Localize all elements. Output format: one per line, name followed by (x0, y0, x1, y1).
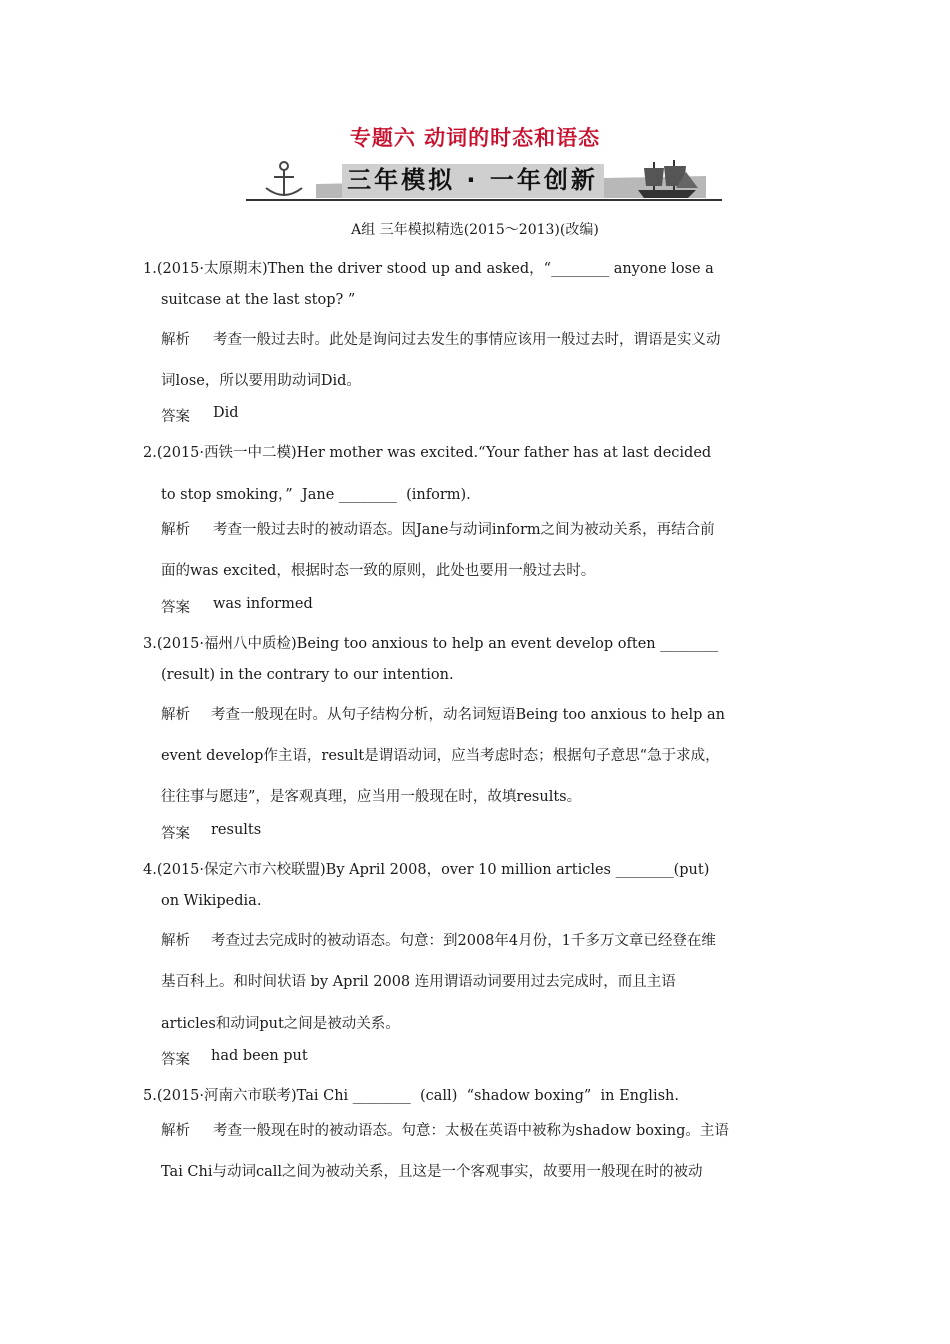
question-1-line-1: 1.(2015·太原期末)Then the driver stood up and asked，“________ anyone lose a (143, 261, 714, 277)
analysis-label: 解析 (161, 332, 190, 348)
question-1-line-2: suitcase at the last stop? ” (161, 292, 356, 308)
answer-label: 答案 (161, 826, 190, 842)
analysis-2-line-1: 考查一般过去时的被动语态。因Jane与动词inform之间为被动关系，再结合前 (213, 522, 715, 538)
analysis-4-line-3: articles和动词put之间是被动关系。 (161, 1016, 400, 1032)
analysis-3-line-3: 往往事与愿违”，是客观真理，应当用一般现在时，故填results。 (161, 789, 582, 805)
analysis-1-line-1: 考查一般过去时。此处是询问过去发生的事情应该用一般过去时，谓语是实义动 (213, 332, 721, 348)
analysis-label: 解析 (161, 707, 190, 723)
sailing-ship-icon (638, 160, 698, 198)
answer-label: 答案 (161, 600, 190, 616)
analysis-3-line-2: event develop作主语，result是谓语动词，应当考虑时态；根据句子意思“急于求成， (161, 748, 720, 764)
answer-2: was informed (213, 596, 313, 612)
analysis-5-line-1: 考查一般现在时的被动语态。句意：太极在英语中被称为shadow boxing。主语 (213, 1123, 729, 1139)
question-5-line-1: 5.(2015·河南六市联考)Tai Chi ________ (call) “shadow boxing” in English. (143, 1088, 679, 1104)
group-heading: A组 三年模拟精选(2015～2013)(改编) (351, 222, 599, 238)
question-2-line-2: to stop smoking，” Jane ________ (inform). (161, 487, 471, 503)
banner-text: 三年模拟 · 一年创新 (347, 166, 598, 194)
question-2-line-1: 2.(2015·西铁一中二模)Her mother was excited.“Your father has at last decided (143, 445, 712, 461)
answer-1: Did (213, 405, 239, 421)
analysis-label: 解析 (161, 1123, 190, 1139)
anchor-icon (266, 162, 302, 196)
analysis-3-line-1: 考查一般现在时。从句子结构分析，动名词短语Being too anxious to help an (211, 707, 726, 723)
page-title: 专题六 动词的时态和语态 (349, 126, 601, 150)
answer-4: had been put (211, 1048, 308, 1064)
analysis-label: 解析 (161, 933, 190, 949)
question-3-line-1: 3.(2015·福州八中质检)Being too anxious to help an event develop often ________ (143, 636, 719, 652)
analysis-2-line-2: 面的was excited，根据时态一致的原则，此处也要用一般过去时。 (161, 563, 596, 579)
answer-3: results (211, 822, 262, 838)
analysis-5-line-2: Tai Chi与动词call之间为被动关系，且这是一个客观事实，故要用一般现在时的被动 (161, 1164, 703, 1180)
answer-label: 答案 (161, 409, 190, 425)
analysis-label: 解析 (161, 522, 190, 538)
question-4-line-2: on Wikipedia. (161, 893, 262, 909)
analysis-4-line-2: 基百科上。和时间状语 by April 2008 连用谓语动词要用过去完成时，而且主语 (161, 974, 676, 990)
question-3-line-2: (result) in the contrary to our intention. (161, 667, 454, 683)
answer-label: 答案 (161, 1052, 190, 1068)
analysis-1-line-2: 词lose，所以要用助动词Did。 (161, 373, 361, 389)
question-4-line-1: 4.(2015·保定六市六校联盟)By April 2008，over 10 million articles ________(put) (143, 862, 710, 878)
analysis-4-line-1: 考查过去完成时的被动语态。句意：到2008年4月份，1千多万文章已经登在维 (211, 933, 716, 949)
